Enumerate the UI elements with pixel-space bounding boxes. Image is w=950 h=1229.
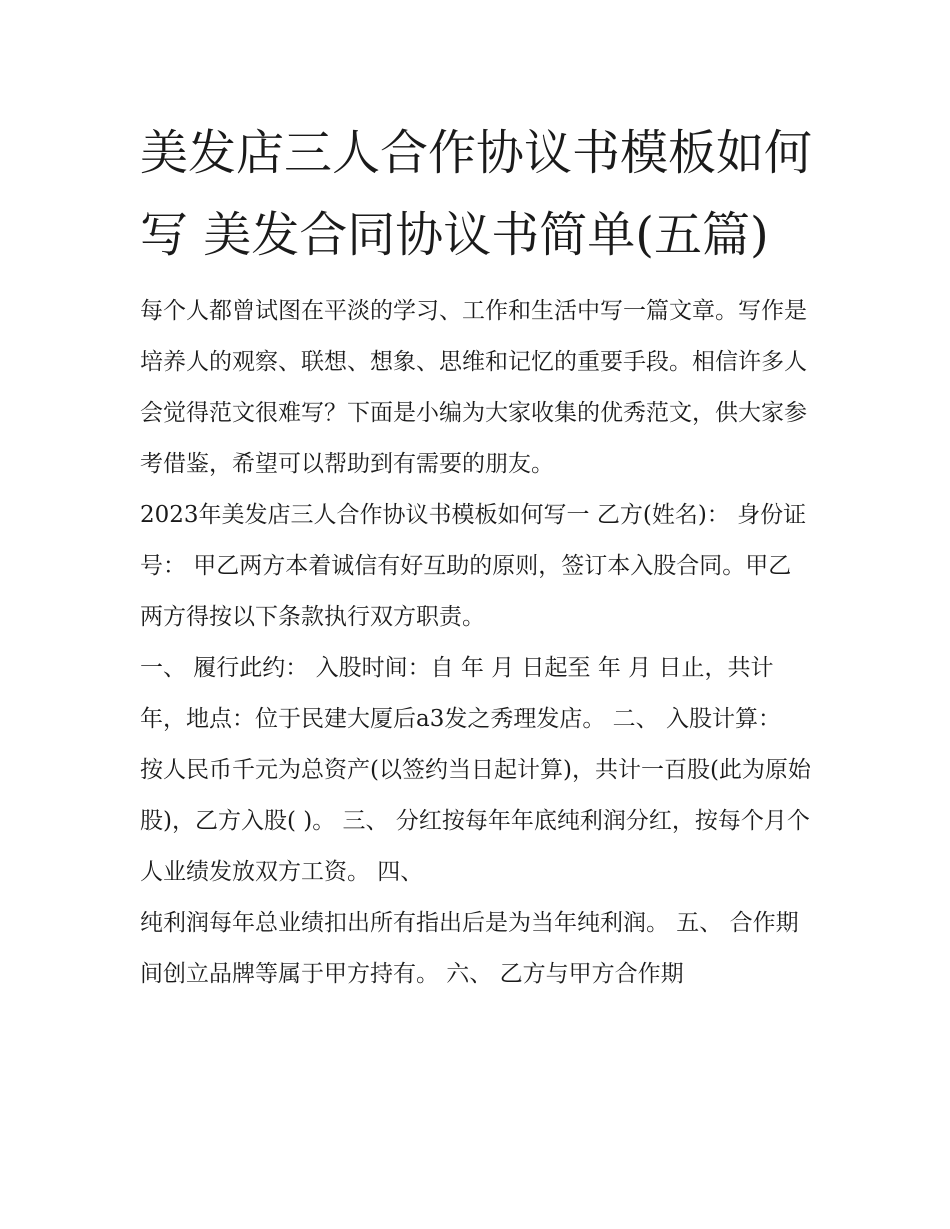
clause-paragraph-1: 一、 履行此约： 入股时间：自 年 月 日起至 年 月 日止，共计 年，地点：位于民建大厦后a3发之秀理发店。 二、 入股计算： xyxy=(140,655,781,732)
clause-paragraph-2: 按人民币千元为总资产(以签约当日起计算)，共计一百股(此为原始股)，乙方入股( )。 三、 分红按每年年底纯利润分红，按每个月个人业绩发放双方工资。 四、 xyxy=(140,757,811,885)
agreement-opening-paragraph: 2023年美发店三人合作协议书模板如何写一 乙方(姓名)： 身份证号： 甲乙两方本着诚信有好互助的原则，签订本入股合同。甲乙两方得按以下条款执行双方职责。 xyxy=(140,502,807,630)
document-title: 美发店三人合作协议书模板如何写 美发合同协议书简单(五篇) xyxy=(140,125,813,263)
clause-paragraph-3: 纯利润每年总业绩扣出所有指出后是为当年纯利润。 五、 合作期间创立品牌等属于甲方持有。 六、 乙方与甲方合作期 xyxy=(140,910,799,987)
intro-paragraph: 每个人都曾试图在平淡的学习、工作和生活中写一篇文章。写作是培养人的观察、联想、想象、思维和记忆的重要手段。相信许多人会觉得范文很难写？下面是小编为大家收集的优秀范文，供大家参考借鉴，希望可以帮助到有需要的朋友。 xyxy=(140,298,807,477)
document-content xyxy=(140,112,812,1000)
